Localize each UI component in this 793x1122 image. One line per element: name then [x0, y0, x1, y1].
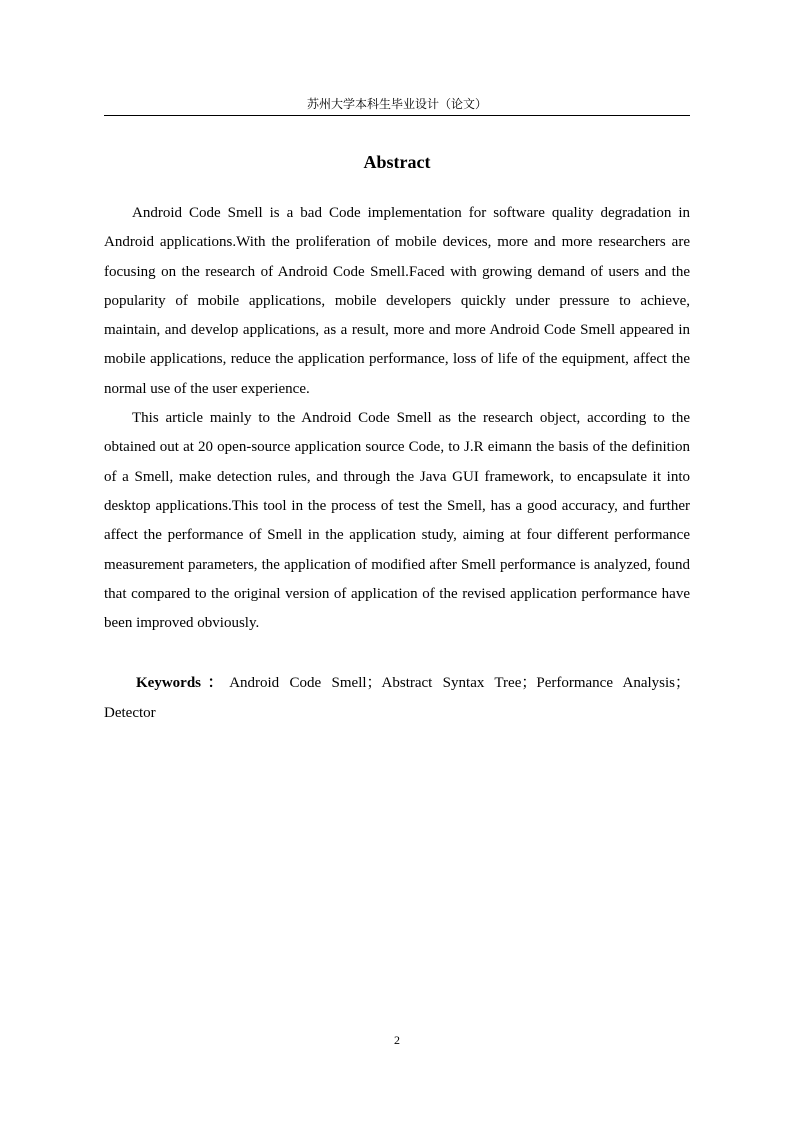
keywords-text: Android Code Smell；Abstract Syntax Tree；Performance Analysis；Detector — [104, 675, 691, 721]
abstract-body — [104, 199, 690, 638]
keywords-label: Keywords： — [136, 675, 230, 691]
keywords — [104, 668, 690, 728]
abstract-paragraph-2: This article mainly to the Android Code Smell as the research object, according to the obtained out at 20 open-source application source Code, to J.R eimann the basis of the definition of a Smell, make detection rules, and through the Java GUI framework, to encapsulate it into desktop applications.This tool in the process of test the Smell, has a good accuracy, and further affect the performance of Smell in the application study, aiming at four different performance measurement parameters, the application of modified after Smell performance is analyzed, found that compared to the original version of application of the revised application performance have been improved obviously. — [104, 410, 690, 632]
page-number: 2 — [394, 1033, 400, 1047]
page-header: 苏州大学本科生毕业设计（论文） — [306, 97, 487, 111]
abstract-title: Abstract — [363, 152, 431, 172]
abstract-paragraph-1: Android Code Smell is a bad Code implementation for software quality degradation in Android applications.With the proliferation of mobile devices, more and more researchers are focusing on the research of Android Code Smell.Faced with growing demand of users and the popularity of mobile applications, mobile developers quickly under pressure to achieve, maintain, and develop applications, as a result, more and more Android Code Smell appeared in mobile applications, reduce the application performance, loss of life of the equipment, affect the normal use of the user experience. — [104, 205, 690, 397]
header-rule — [104, 115, 690, 116]
